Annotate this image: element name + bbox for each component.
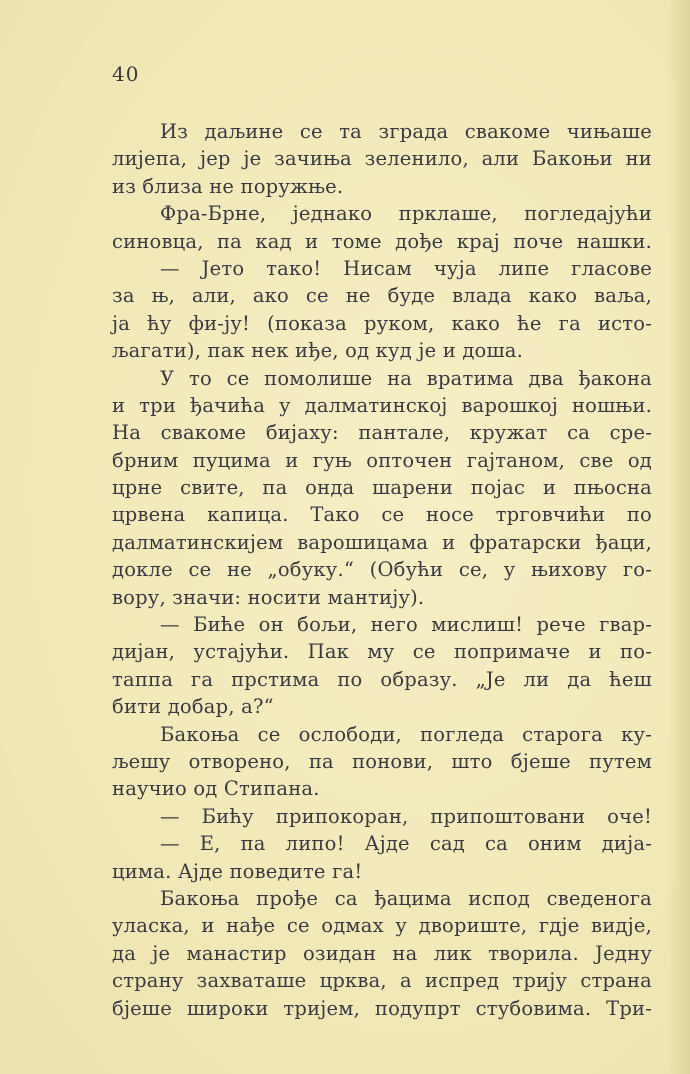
text-line: црвена капица. Тако се носе трговчићи по — [112, 503, 652, 527]
text-line: На свакоме бијаху: пантале, кружат са сре- — [112, 421, 652, 445]
text-line: синовца, па кад и томе дође крај поче нашки. — [112, 229, 652, 253]
text-line: вору, значи: носити мантију). — [112, 585, 425, 609]
text-line: за њ, али, ако се не буде влада како ваља, — [112, 284, 652, 308]
text-line: У то се помолише на вратима два ђакона — [160, 366, 652, 390]
text-line: бити добар, а?“ — [112, 695, 274, 719]
text-line: — Бићу припокоран, припоштовани оче! — [160, 804, 652, 828]
body-text — [112, 118, 652, 1022]
text-line: Из даљине се та зграда свакоме чињаше — [160, 120, 652, 143]
text-line: лијепа, јер је зачиња зеленило, али Бакоњи ни — [112, 147, 652, 171]
text-line: страну захваташе црква, а испред трију страна — [112, 969, 652, 993]
text-line: — Е, па липо! Ајде сад са оним дија- — [160, 832, 652, 856]
page-edge-shadow — [668, 0, 690, 1074]
text-line: да је манастир озидан на лик творила. Једну — [112, 941, 652, 965]
text-line: љешу отворено, па понови, што бјеше путем — [112, 749, 652, 773]
text-line: ја ћу фи-ју! (показа руком, како ће га исто- — [112, 311, 652, 335]
text-line: Бакоња прође са ђацима испод сведенога — [160, 886, 652, 910]
text-line: из близа не поружње. — [112, 174, 344, 198]
text-line: љагати), пак нек иђе, од куд је и доша. — [112, 339, 524, 363]
text-line: — Јето тако! Нисам чуја липе гласове — [160, 256, 652, 280]
text-line: далматинскијем варошицама и фратарски ђаци, — [112, 530, 652, 554]
text-line: научио од Стипана. — [112, 777, 320, 801]
text-line: и три ђачића у далматинској варошкој ношњи. — [112, 393, 652, 417]
text-line: Бакоња се ослободи, погледа старога ку- — [160, 722, 652, 746]
page-number: 40 — [112, 62, 140, 86]
text-line: уласка, и нађе се одмах у двориште, гдје видје, — [112, 914, 652, 938]
text-line: црне свите, па онда шарени појас и пњосна — [112, 476, 652, 500]
text-line: цима. Ајде поведите га! — [112, 859, 363, 883]
text-line: дијан, устајући. Пак му се попримаче и по- — [112, 640, 652, 664]
text-line: брним пуцима и гуњ опточен гајтаном, све од — [112, 448, 652, 472]
text-line: бјеше широки тријем, подупрт стубовима. Три- — [112, 996, 652, 1020]
text-line: Фра-Брне, једнако прклаше, погледајући — [160, 202, 652, 226]
text-line: докле се не „обуку.“ (Обући се, у њихову го- — [112, 558, 652, 582]
text-line: таппа га прстима по образу. „Је ли да ћеш — [112, 667, 652, 691]
text-line: — Биће он бољи, него мислиш! рече гвар- — [160, 613, 652, 637]
